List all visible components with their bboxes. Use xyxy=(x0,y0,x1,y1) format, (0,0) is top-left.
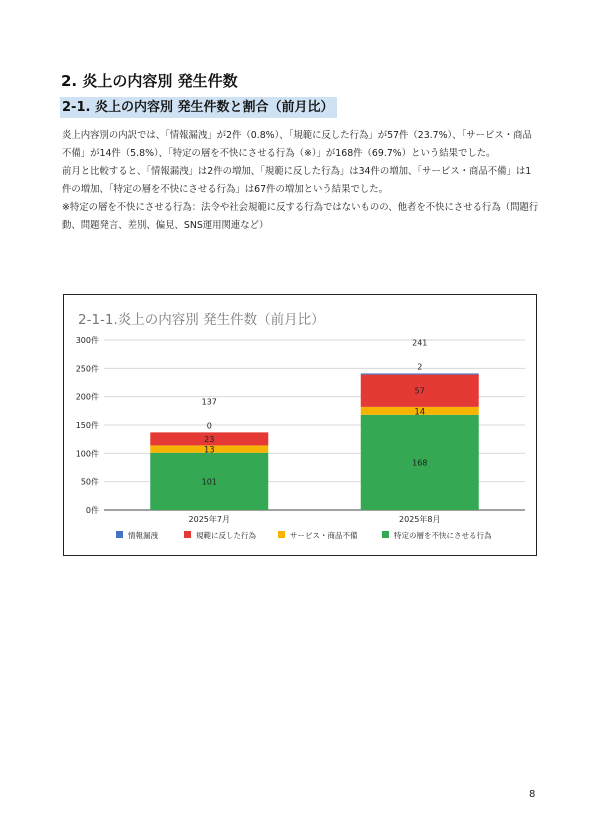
x-tick-label: 2025年8月 xyxy=(399,515,441,524)
paragraph-footnote: ※特定の層を不快にさせる行為：法令や社会規範に反する行為ではないものの、他者を不快にさせる行為（問題行動、問題発言、差別、偏見、SNS運用関連など） xyxy=(62,202,539,232)
legend-label: 情報漏洩 xyxy=(128,531,158,540)
paragraph-comparison: 前月と比較すると、「情報漏洩」は2件の増加、「規範に反した行為」は34件の増加、「サービス・商品不備」は1件の増加、「特定の層を不快にさせる行為」は67件の増加という結果でした。 xyxy=(62,166,532,196)
paragraph-breakdown: 炎上内容別の内訳では、「情報漏洩」が2件（0.8%）、「規範に反した行為」が57件（23.7%）、「サービス・商品不備」が14件（5.8%）、「特定の層を不快にさせる行為（※）」が168件（69.7%）という結果でした。 xyxy=(62,130,532,160)
data-label: 0 xyxy=(206,421,212,431)
y-tick-label: 250件 xyxy=(75,364,99,374)
y-tick-label: 150件 xyxy=(75,421,99,430)
bar-segment xyxy=(361,373,479,374)
y-tick-label: 200件 xyxy=(75,392,99,402)
chart-title: 2-1-1.炎上の内容別 発生件数（前月比） xyxy=(78,312,325,328)
page-number: 8 xyxy=(529,789,536,800)
data-label: 168 xyxy=(412,458,428,468)
data-label: 101 xyxy=(201,477,217,487)
x-tick-label: 2025年7月 xyxy=(188,515,230,524)
y-tick-label: 0件 xyxy=(85,506,99,515)
total-label: 241 xyxy=(412,338,428,348)
section-heading: 2. 炎上の内容別 発生件数 xyxy=(61,72,238,90)
data-label: 57 xyxy=(414,386,425,396)
legend-label: 特定の層を不快にさせる行為 xyxy=(394,531,492,540)
data-label: 14 xyxy=(414,407,426,418)
legend-label: サービス・商品不備 xyxy=(290,531,358,540)
total-label: 137 xyxy=(201,397,217,407)
data-label: 23 xyxy=(204,434,215,444)
legend-swatch xyxy=(184,531,191,538)
data-label: 2 xyxy=(417,362,423,372)
stacked-bar-chart xyxy=(63,294,537,556)
data-label: 13 xyxy=(203,445,215,456)
chart-canvas xyxy=(64,295,536,555)
subsection-heading: 2-1. 炎上の内容別 発生件数と割合（前月比） xyxy=(60,97,337,118)
body-text xyxy=(62,127,540,236)
y-tick-label: 300件 xyxy=(75,336,99,345)
y-tick-label: 100件 xyxy=(75,449,99,459)
legend-swatch xyxy=(116,531,123,538)
legend-swatch xyxy=(382,531,389,538)
legend-swatch xyxy=(278,531,285,538)
legend-label: 規範に反した行為 xyxy=(196,531,256,540)
y-tick-label: 50件 xyxy=(80,477,99,487)
